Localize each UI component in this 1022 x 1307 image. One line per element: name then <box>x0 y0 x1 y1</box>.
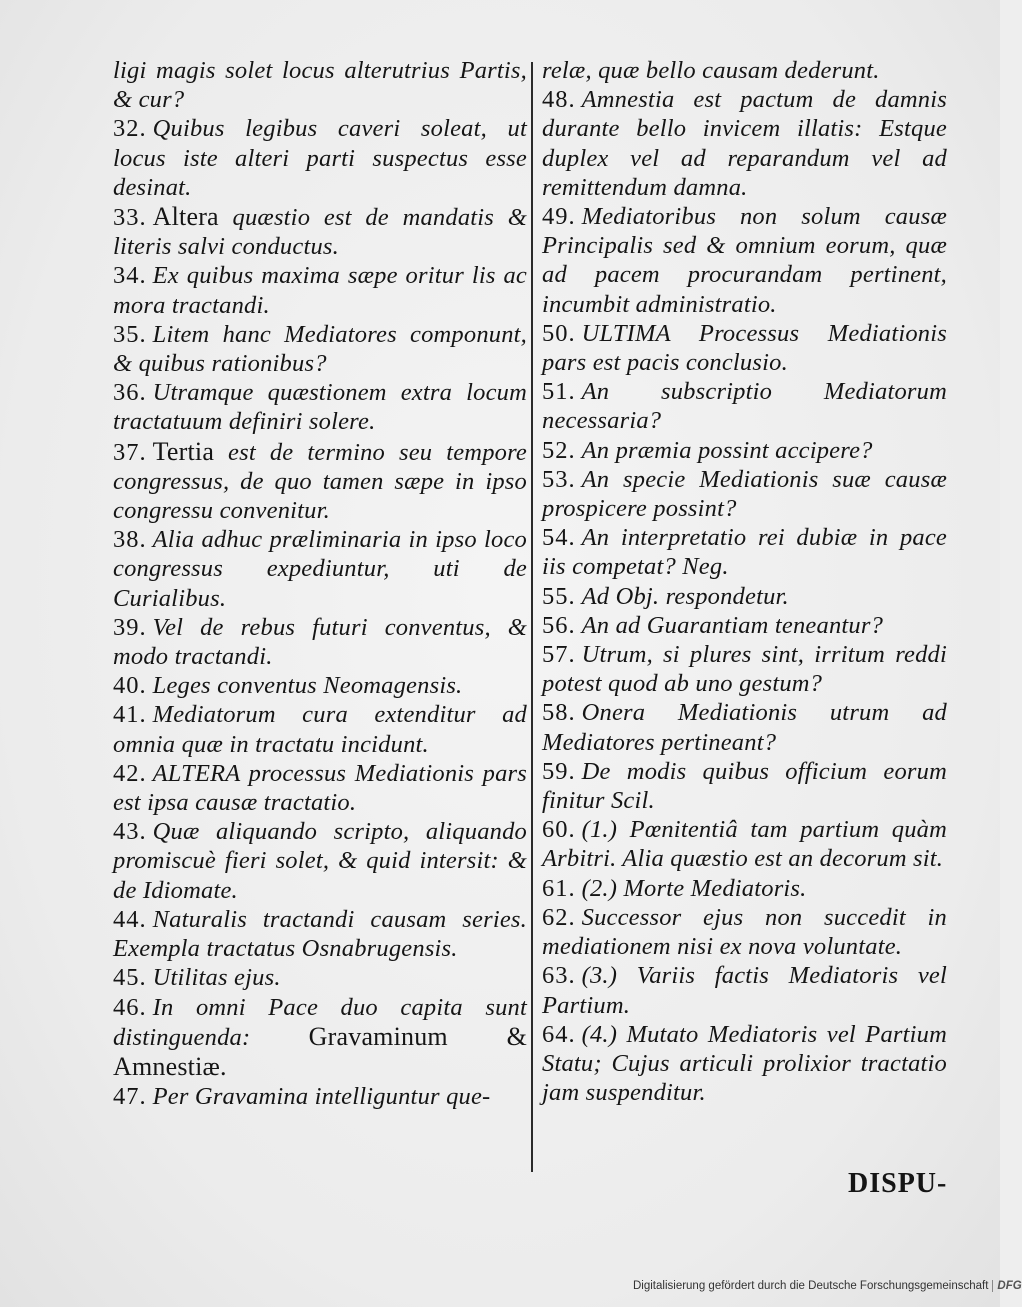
list-item: 54. An interpretatio rei dubiæ in pace iis competat? Neg. <box>542 524 947 581</box>
list-item: 58. Onera Mediationis utrum ad Mediatores pertineant? <box>542 699 947 756</box>
list-item: 39. Vel de rebus futuri conventus, & modo tractandi. <box>113 613 527 671</box>
list-item: 60. (1.) Pœnitentiâ tam partium quàm Arbitri. Alia quæstio est an decorum sit. <box>542 816 947 873</box>
list-item: 42. ALTERA processus Mediationis pars est ipsa causæ tractatio. <box>113 759 527 817</box>
list-item: 63. (3.) Variis factis Mediatoris vel Partium. <box>542 962 947 1019</box>
list-item: 45. Utilitas ejus. <box>113 964 281 992</box>
list-item: 49. Mediatoribus non solum causæ Principalis sed & omnium eorum, quæ ad pacem procurandam pertinent, incumbit administratio. <box>542 203 947 318</box>
column-divider <box>531 62 533 1172</box>
list-item: 40. Leges conventus Neomagensis. <box>113 672 463 700</box>
credit-text: Digitalisierung gefördert durch die Deutsche Forschungsgemeinschaft <box>633 1280 989 1292</box>
list-item: 33. Altera quæstio est de mandatis & literis salvi conductus. <box>113 202 527 261</box>
right-column <box>542 56 947 1107</box>
dfg-logo: DFG <box>992 1280 1021 1292</box>
list-item: 37. Tertia est de termino seu tempore congressus, de quo tamen sæpe in ipso congressu convenitur. <box>113 436 527 525</box>
list-item: 52. An præmia possint accipere? <box>542 436 873 464</box>
list-item: 51. An subscriptio Mediatorum necessaria? <box>542 378 947 435</box>
list-item: 46. In omni Pace duo capita sunt distinguenda: Gravaminum & Amnestiæ. <box>113 993 527 1081</box>
list-item: 41. Mediatorum cura extenditur ad omnia quæ in tractatu incidunt. <box>113 701 527 758</box>
list-item: 47. Per Gravamina intelliguntur que- <box>113 1083 491 1111</box>
list-item: 44. Naturalis tractandi causam series. Exempla tractatus Osnabrugensis. <box>113 905 527 963</box>
list-item: 48. Amnestia est pactum de damnis durante bello invicem illatis: Estque duplex vel ad reparandum vel ad remittendum damna. <box>542 86 947 201</box>
list-item: 59. De modis quibus officium eorum finitur Scil. <box>542 757 947 815</box>
list-item: 38. Alia adhuc præliminaria in ipso loco congressus expediuntur, uti de Curialibus. <box>113 526 527 612</box>
list-item: 62. Successor ejus non succedit in mediationem nisi ex nova voluntate. <box>542 903 947 961</box>
list-item: 50. ULTIMA Processus Mediationis pars est pacis conclusio. <box>542 319 947 377</box>
list-item: 57. Utrum, si plures sint, irritum reddi potest quod ab uno gestum? <box>542 641 947 698</box>
list-item: 32. Quibus legibus caveri soleat, ut locus iste alteri parti suspectus esse desinat. <box>113 115 527 201</box>
list-item: 53. An specie Mediationis suæ causæ prospicere possint? <box>542 465 947 523</box>
list-item: 36. Utramque quæstionem extra locum tractatuum definiri solere. <box>113 379 527 436</box>
list-item: ligi magis solet locus alterutrius Partis, & cur? <box>113 57 527 114</box>
list-item: relæ, quæ bello causam dederunt. <box>542 57 880 84</box>
list-item: 55. Ad Obj. respondetur. <box>542 582 789 610</box>
list-item: 34. Ex quibus maxima sæpe oritur lis ac mora tractandi. <box>113 262 527 319</box>
list-item: 64. (4.) Mutato Mediatoris vel Partium Statu; Cujus articuli prolixior tractatio jam suspenditur. <box>542 1020 947 1107</box>
catchword: DISPU- <box>848 1168 948 1199</box>
list-item: 43. Quæ aliquando scripto, aliquando promiscuè fieri solet, & quid intersit: & de Idiomate. <box>113 818 527 904</box>
list-item: 56. An ad Guarantiam teneantur? <box>542 611 884 639</box>
list-item: 61. (2.) Morte Mediatoris. <box>542 874 807 902</box>
left-column <box>113 56 527 1111</box>
digitization-credit <box>633 1280 1022 1292</box>
list-item: 35. Litem hanc Mediatores componunt, & quibus rationibus? <box>113 320 527 378</box>
